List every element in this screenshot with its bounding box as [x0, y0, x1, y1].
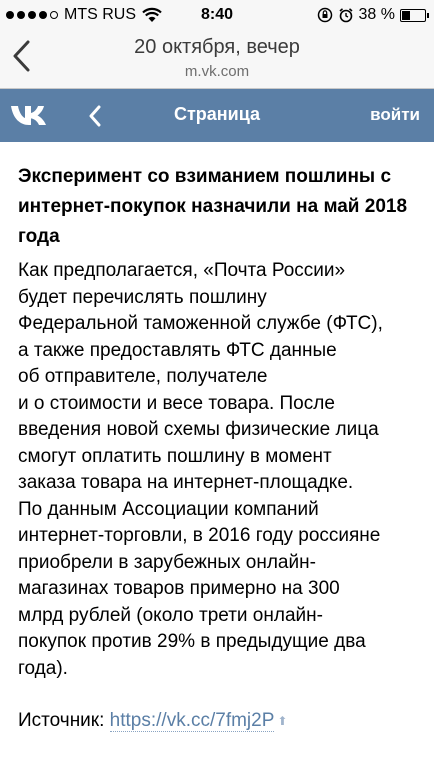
article-body-line: интернет-торговли, в 2016 году россияне [18, 525, 381, 546]
article-body-line: млрд рублей (около трети онлайн- [18, 604, 323, 626]
article-body-line: магазинах товаров примерно на 300 [18, 578, 340, 599]
article-body-line: об отправителе, получателе [18, 366, 268, 387]
browser-header [0, 30, 434, 89]
article [18, 162, 422, 682]
article-body [18, 258, 422, 682]
article-body-line: приобрели в зарубежных онлайн- [18, 551, 316, 573]
article-body-line: заказа товара на интернет-площадке. [18, 472, 354, 493]
article-body-line: смогут оплатить пошлину в момент [18, 445, 332, 467]
battery-percent: 38 % [358, 6, 395, 23]
login-button[interactable]: войти [370, 105, 420, 124]
page-title: 20 октября, вечер [134, 36, 300, 58]
article-body-line: покупок против 29% в предыдущие два [18, 631, 366, 652]
battery-icon [400, 9, 426, 22]
status-bar [0, 0, 434, 30]
address-bar[interactable]: m.vk.com [184, 63, 250, 80]
clock: 8:40 [200, 6, 234, 23]
article-body-line: Как предполагается, «Почта России» [18, 260, 346, 281]
alarm-icon [338, 7, 354, 23]
source-line [18, 710, 287, 732]
article-headline: Эксперимент со взиманием пошлины с интернет-покупок назначили на май 2018 года [18, 166, 408, 247]
article-body-line: Федеральной таможенной службе (ФТС), [18, 313, 383, 334]
article-body-line: а также предоставлять ФТС данные [18, 339, 337, 361]
article-body-line: и о стоимости и весе товара. После [18, 392, 335, 414]
external-link-icon: ⬆ [277, 713, 288, 728]
vk-page-title: Страница [173, 104, 261, 124]
carrier-name: MTS RUS [64, 6, 136, 23]
article-body-line: введения новой схемы физические лица [18, 419, 379, 440]
source-label: Источник: [18, 710, 105, 731]
article-body-line: года). [18, 657, 68, 679]
source-link[interactable]: https://vk.cc/7fmj2P [109, 710, 275, 731]
vk-header [0, 89, 434, 142]
article-body-line: По данным Ассоциации компаний [18, 498, 319, 520]
rotation-lock-icon [317, 7, 333, 23]
article-body-line: будет перечислять пошлину [18, 286, 267, 308]
